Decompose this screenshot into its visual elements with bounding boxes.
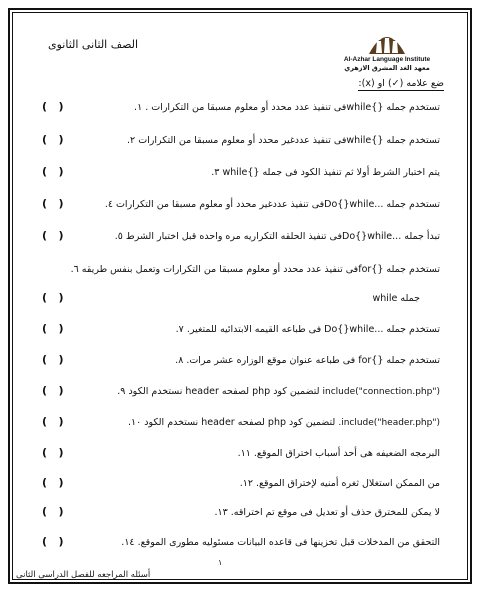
grade-title: الصف الثانى الثانوى (48, 38, 139, 51)
answer-box-7[interactable]: ( ) (42, 322, 64, 335)
question-6-continued: جمله while (372, 293, 420, 304)
answer-box-10[interactable]: ( ) (42, 415, 64, 428)
question-3: يتم اختبار الشرط أولا ثم تنفيذ الكود فى جمله {}while ٣. (211, 167, 440, 178)
instruction: ضع علامه (✓) او (x): (358, 78, 444, 89)
question-5: تبدأ جمله ...Do{}whileفى تنفيذ الحلقه التكراريه مره واحده قبل اختبار الشرط ٥. (114, 231, 440, 242)
answer-box-5[interactable]: ( ) (42, 229, 64, 242)
answer-box-8[interactable]: ( ) (42, 353, 64, 366)
answer-box-4[interactable]: ( ) (42, 197, 64, 210)
answer-box-6[interactable]: ( ) (42, 291, 64, 304)
question-1: تستخدم جمله {}whileفى تنفيذ عدد محدد أو معلوم مسبقا من التكرارات . ١. (134, 102, 440, 113)
answer-box-14[interactable]: ( ) (42, 535, 64, 548)
answer-box-13[interactable]: ( ) (42, 505, 64, 518)
family-logo-icon (365, 26, 409, 56)
answer-box-3[interactable]: ( ) (42, 165, 64, 178)
question-2: تستخدم جمله {}whileفى تنفيذ عددغير محدد أو معلوم مسبقا من التكرارات ٢. (127, 135, 440, 146)
footer-text: أسئله المراجعه للفصل الدراسى الثانى (16, 570, 151, 580)
code-include-connection: include("connection.php") (322, 387, 440, 397)
question-10: .include("header.php") لتضمين كود php لصفحه header نستخدم الكود ١٠. (128, 417, 440, 428)
question-13: لا يمكن للمخترق حذف أو تعديل فى موقع تم اختراقه. ١٣. (214, 507, 440, 518)
answer-box-9[interactable]: ( ) (42, 384, 64, 397)
answer-box-1[interactable]: ( ) (42, 100, 64, 113)
answer-box-2[interactable]: ( ) (42, 133, 64, 146)
answer-box-11[interactable]: ( ) (42, 446, 64, 459)
question-12: من الممكن استغلال ثغره أمنيه لإختراق الموقع. ١٢. (239, 478, 440, 489)
question-11: البرمجه الضعيفه هى أحد أسباب اختراق الموقع. ١١. (237, 448, 440, 459)
question-9: include("connection.php") لتضمين كود php لصفحه header نستخدم الكود ٩. (117, 386, 440, 397)
logo-text-english: Al-Azhar Language Institute (343, 56, 431, 63)
answer-box-12[interactable]: ( ) (42, 476, 64, 489)
question-4: تستخدم جمله ...Do{}whileفى تنفيذ عددغير محدد أو معلوم مسبقا من التكرارات ٤. (104, 199, 440, 210)
question-6: تستخدم جمله {}forفى تنفيذ عدد محدد أو معلوم مسبقا من التكرارات وتعمل بنفس طريقه ٦. (70, 264, 440, 275)
code-include-header: .include("header.php") (338, 418, 440, 428)
question-14: التحقق من المدخلات قبل تخزينها فى قاعده البيانات مسئوليه مطورى الموقع. ١٤. (121, 537, 440, 548)
page-number: ١ (218, 558, 223, 567)
question-8: تستخدم جمله {}for فى طباعه عنوان موقع الوزاره عشر مرات. ٨. (175, 355, 440, 366)
institute-logo (332, 26, 442, 72)
logo-text-arabic: معهد الغد المشرق الازهري (344, 64, 430, 72)
question-7: تستخدم جمله ...Do{}while فى طباعه القيمه الابتدائيه للمتغير. ٧. (175, 324, 440, 335)
